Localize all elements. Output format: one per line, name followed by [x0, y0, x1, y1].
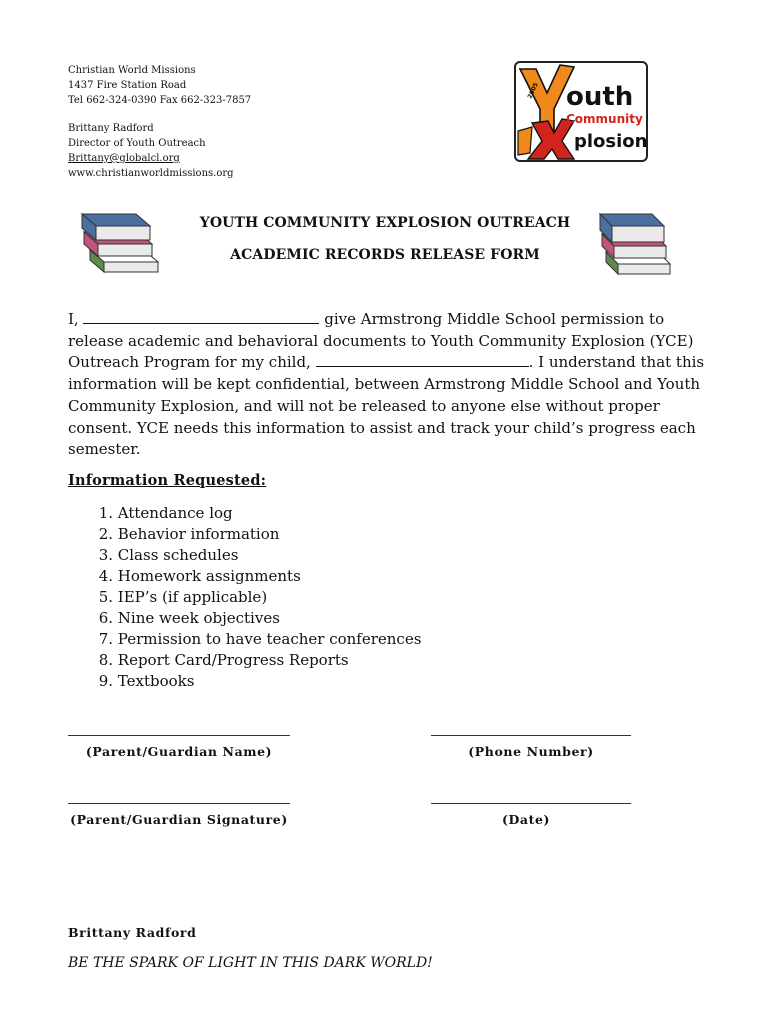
org-phone-fax: Tel 662-324-0390 Fax 662-323-7857	[68, 94, 252, 106]
item-text: Attendance log	[117, 504, 233, 522]
list-item	[68, 650, 421, 671]
phone-number-line[interactable]	[431, 735, 631, 736]
item-number: 8.	[98, 651, 113, 669]
consent-intro: I,	[68, 310, 79, 328]
parent-signature-line[interactable]	[68, 803, 290, 804]
list-item	[68, 587, 421, 608]
list-item	[68, 524, 421, 545]
youth-community-explosion-logo	[514, 61, 648, 162]
signer-name: Brittany Radford	[68, 925, 197, 940]
item-number: 9.	[98, 672, 113, 690]
date-line[interactable]	[431, 803, 631, 804]
item-text: Permission to have teacher conferences	[117, 630, 422, 648]
contact-email-link[interactable]: Brittany@globalcl.org	[68, 152, 180, 164]
item-number: 1.	[98, 504, 113, 522]
parent-name-line[interactable]	[68, 735, 290, 736]
org-address: 1437 Fire Station Road	[68, 79, 187, 91]
consent-text-part3: . I understand that this information will be kept confidential, between Armstrong Middle School and Youth Community Explosion, and will not be released to anyone else without proper consent. YCE needs this information to assist and track your child’s progress each semester.	[68, 353, 705, 459]
contact-name: Brittany Radford	[68, 123, 154, 135]
item-text: Report Card/Progress Reports	[117, 651, 349, 669]
item-text: IEP’s (if applicable)	[117, 588, 268, 606]
list-item	[68, 608, 421, 629]
logo-sash-text: 2005	[526, 81, 540, 100]
contact-title: Director of Youth Outreach	[68, 138, 206, 150]
item-number: 3.	[98, 546, 113, 564]
book-stack-icon-left	[80, 212, 164, 276]
list-item	[68, 503, 421, 524]
item-text: Homework assignments	[117, 567, 301, 585]
item-text: Nine week objectives	[117, 609, 280, 627]
logo-explosion-text: plosion	[574, 131, 648, 152]
website-link[interactable]: www.christianworldmissions.org	[68, 167, 234, 179]
child-name-blank[interactable]	[316, 352, 529, 367]
item-number: 7.	[98, 630, 113, 648]
requested-items-list	[68, 503, 421, 692]
letterhead	[68, 64, 251, 182]
form-title-line1: YOUTH COMMUNITY EXPLOSION OUTREACH	[199, 215, 571, 231]
logo-youth-text: outh	[566, 82, 634, 112]
date-label: (Date)	[501, 812, 551, 827]
list-item	[68, 629, 421, 650]
item-number: 2.	[98, 525, 113, 543]
item-text: Behavior information	[117, 525, 280, 543]
consent-paragraph	[68, 309, 708, 461]
org-name: Christian World Missions	[68, 65, 196, 76]
motto: BE THE SPARK OF LIGHT IN THIS DARK WORLD!	[68, 955, 433, 971]
item-number: 5.	[98, 588, 113, 606]
item-text: Textbooks	[117, 672, 195, 690]
list-item	[68, 566, 421, 587]
item-number: 6.	[98, 609, 113, 627]
logo-community-text: Community	[566, 112, 643, 126]
form-title-line2: ACADEMIC RECORDS RELEASE FORM	[230, 247, 540, 263]
parent-name-label: (Parent/Guardian Name)	[85, 744, 273, 759]
parent-name-blank[interactable]	[83, 309, 319, 324]
info-requested-heading: Information Requested:	[68, 472, 267, 489]
item-number: 4.	[98, 567, 113, 585]
book-stack-icon-right	[598, 212, 678, 276]
consent-text-part2: give Armstrong Middle School permission to release academic and behavioral documents to Youth Community Explosion (YCE) Outreach Program for my child,	[68, 310, 694, 372]
list-item	[68, 671, 421, 692]
parent-signature-label: (Parent/Guardian Signature)	[70, 812, 288, 827]
item-text: Class schedules	[117, 546, 239, 564]
phone-number-label: (Phone Number)	[468, 744, 594, 759]
list-item	[68, 545, 421, 566]
